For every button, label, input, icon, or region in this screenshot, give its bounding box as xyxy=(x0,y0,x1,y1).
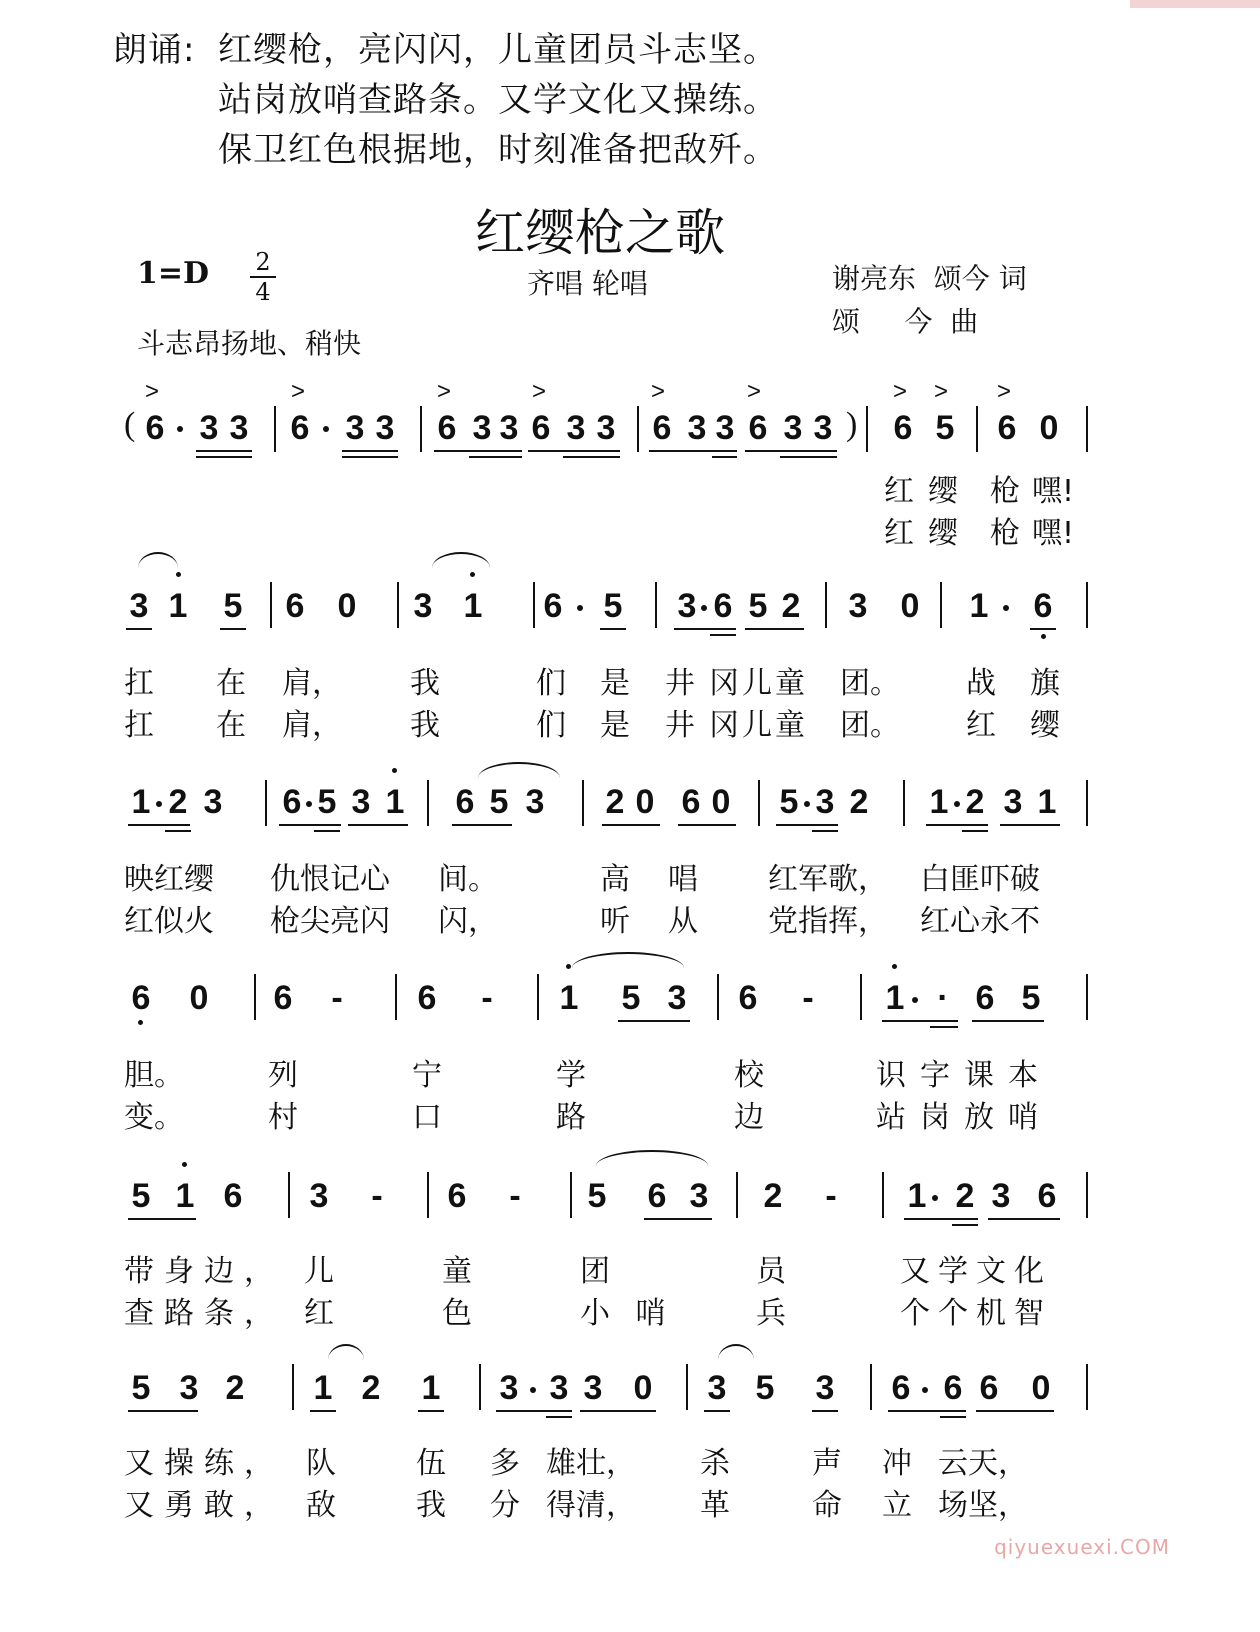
dash: - xyxy=(331,979,343,1017)
note: 6 xyxy=(943,1369,963,1407)
lyric: 童 xyxy=(442,1254,472,1289)
dash: - xyxy=(371,1177,383,1215)
lyric: 又学文化 xyxy=(900,1254,1052,1289)
bar-line xyxy=(1086,974,1088,1020)
top-edge-mark xyxy=(1130,0,1260,8)
note: 2 xyxy=(965,783,985,821)
note: 6 xyxy=(290,409,310,447)
lyric: 扛 xyxy=(124,666,154,701)
augmentation-dot xyxy=(922,1387,928,1393)
note: 6 xyxy=(893,409,913,447)
note: 5 xyxy=(489,783,509,821)
lyric: 红 xyxy=(966,708,996,743)
note: 3 xyxy=(596,409,616,447)
note: 1 xyxy=(929,783,949,821)
song-title: 红缨枪之歌 xyxy=(475,204,725,262)
lyric: 立 xyxy=(882,1488,912,1523)
lyric: 边 xyxy=(734,1100,764,1135)
lyric: 缨 xyxy=(1030,708,1060,743)
accent-icon: > xyxy=(145,378,160,405)
bar-line xyxy=(582,780,584,826)
note: 6 xyxy=(455,783,475,821)
note: 6 xyxy=(652,409,672,447)
lyric: 在 xyxy=(216,708,246,743)
lyric: 场坚， xyxy=(938,1488,1028,1523)
lyric: 色 xyxy=(442,1296,472,1331)
note: 5 xyxy=(779,783,799,821)
note: 1 xyxy=(313,1369,333,1407)
note: 3 xyxy=(707,1369,727,1407)
note-high: 1 xyxy=(385,783,405,821)
note: 3 xyxy=(815,783,835,821)
accent-icon: > xyxy=(651,378,666,405)
note: 2 xyxy=(955,1177,975,1215)
lyric: 红军歌， xyxy=(768,862,888,897)
note: 3 xyxy=(815,1369,835,1407)
lyric: 井 xyxy=(665,708,695,743)
bar-line xyxy=(292,1364,294,1410)
rest: 0 xyxy=(337,587,357,625)
note-high: 1 xyxy=(885,979,905,1017)
note: 5 xyxy=(131,1177,151,1215)
note: 5 xyxy=(131,1369,151,1407)
augmentation-dot xyxy=(323,426,329,432)
lyric: 枪 xyxy=(990,516,1020,551)
note: 3 xyxy=(583,1369,603,1407)
note: 6 xyxy=(223,1177,243,1215)
lyric: 多 xyxy=(490,1446,520,1481)
close-parenthesis: ) xyxy=(846,406,858,443)
lyric: 命 xyxy=(812,1488,842,1523)
open-parenthesis: ( xyxy=(124,406,136,443)
bar-line xyxy=(686,1364,688,1410)
note-high: 1 xyxy=(559,979,579,1017)
performance-style: 齐唱 轮唱 xyxy=(527,267,648,300)
rest: 0 xyxy=(900,587,920,625)
high-octave-dot xyxy=(176,572,181,577)
lyric: 员 xyxy=(756,1254,786,1289)
lyric: 个个机智 xyxy=(900,1296,1052,1331)
lyric: 我 xyxy=(416,1488,446,1523)
accent-icon: > xyxy=(934,378,949,405)
note-low: 6 xyxy=(131,979,151,1017)
accent-icon: > xyxy=(437,378,452,405)
augmentation-dot xyxy=(577,605,583,611)
bar-line xyxy=(882,1172,884,1218)
lyric: 团。 xyxy=(840,708,900,743)
lyric: 杀 xyxy=(700,1446,730,1481)
note: 5 xyxy=(317,783,337,821)
low-octave-dot xyxy=(138,1020,143,1025)
lyric: 们 xyxy=(536,666,566,701)
bar-line xyxy=(1086,1172,1088,1218)
note: 6 xyxy=(647,1177,667,1215)
bar-line xyxy=(397,582,399,628)
high-octave-dot xyxy=(392,768,397,773)
high-octave-dot xyxy=(470,572,475,577)
time-signature-numerator: 2 xyxy=(250,250,276,278)
note: 3 xyxy=(229,409,249,447)
note: 5 xyxy=(587,1177,607,1215)
bar-line xyxy=(758,780,760,826)
note: 6 xyxy=(447,1177,467,1215)
lyric: 红 xyxy=(884,474,914,509)
lyric: 得清， xyxy=(546,1488,636,1523)
lyricist-credit: 谢亮东 颂今 词 xyxy=(832,262,1027,295)
note: 5 xyxy=(755,1369,775,1407)
note: 3 xyxy=(351,783,371,821)
lyric: 嘿! xyxy=(1032,474,1075,509)
slur xyxy=(718,1344,754,1360)
rest: 0 xyxy=(633,1369,653,1407)
lyric: 闪， xyxy=(438,904,498,939)
note: 6 xyxy=(273,979,293,1017)
accent-icon: > xyxy=(997,378,1012,405)
augmentation-dot xyxy=(306,801,312,807)
lyric: 缨 xyxy=(928,516,958,551)
note: 6 xyxy=(975,979,995,1017)
bar-line xyxy=(1086,780,1088,826)
bar-line xyxy=(637,406,639,452)
bar-line xyxy=(265,780,267,826)
recitation-line-2: 站岗放哨查路条。又学文化又操练。 xyxy=(218,80,778,120)
lyric: 仇恨记心 xyxy=(270,862,390,897)
lyric: 伍 xyxy=(416,1446,446,1481)
note: 3 xyxy=(1003,783,1023,821)
lyric: 站岗放哨 xyxy=(876,1100,1052,1135)
note: 3 xyxy=(413,587,433,625)
note: 5 xyxy=(935,409,955,447)
note: 6 xyxy=(437,409,457,447)
bar-line xyxy=(976,406,978,452)
lyric: 红似火 xyxy=(124,904,214,939)
slur xyxy=(478,762,560,778)
note: 2 xyxy=(781,587,801,625)
rest: 0 xyxy=(635,783,655,821)
bar-line xyxy=(533,582,535,628)
lyric: 旗 xyxy=(1030,666,1060,701)
lyric: 白匪吓破 xyxy=(920,862,1040,897)
note: 6 xyxy=(979,1369,999,1407)
note: 1 xyxy=(1037,783,1057,821)
rest: 0 xyxy=(1031,1369,1051,1407)
note: 5 xyxy=(603,587,623,625)
note: 3 xyxy=(472,409,492,447)
bar-line xyxy=(903,780,905,826)
lyric: 队 xyxy=(306,1446,336,1481)
note: 5 xyxy=(223,587,243,625)
bar-line xyxy=(825,582,827,628)
augmentation-dot xyxy=(701,605,707,611)
bar-line xyxy=(270,582,272,628)
lyric: 声 xyxy=(812,1446,842,1481)
bar-line xyxy=(427,1172,429,1218)
note: 2 xyxy=(225,1369,245,1407)
bar-line xyxy=(420,406,422,452)
lyric: 肩， xyxy=(282,666,342,701)
lyric: 查路条， xyxy=(124,1296,284,1331)
lyric: 在 xyxy=(216,666,246,701)
augmentation-dot xyxy=(156,801,162,807)
bar-line xyxy=(254,974,256,1020)
note: 3 xyxy=(345,409,365,447)
lyric: 小 哨 xyxy=(580,1296,674,1331)
rest: 0 xyxy=(189,979,209,1017)
lyric: 映红缨 xyxy=(124,862,214,897)
augmentation-dot xyxy=(932,1195,938,1201)
note-high: 1 xyxy=(168,587,188,625)
lyric: 学 xyxy=(556,1058,586,1093)
lyric: 团。 xyxy=(840,666,900,701)
note: 6 xyxy=(417,979,437,1017)
augmentation-dot xyxy=(530,1387,536,1393)
lyric: 胆。 xyxy=(124,1058,184,1093)
low-octave-dot xyxy=(1041,634,1046,639)
lyric: 雄壮， xyxy=(546,1446,636,1481)
slur xyxy=(328,1344,364,1360)
lyric: 枪尖亮闪 xyxy=(270,904,390,939)
lyric: 冈 xyxy=(709,666,739,701)
accent-icon: > xyxy=(291,378,306,405)
note: 3 xyxy=(525,783,545,821)
lyric: 听 xyxy=(600,904,630,939)
note: 3 xyxy=(687,409,707,447)
lyric: 兵 xyxy=(756,1296,786,1331)
note: 6 xyxy=(282,783,302,821)
lyric: 枪 xyxy=(990,474,1020,509)
lyric: 间。 xyxy=(438,862,498,897)
bar-line xyxy=(1086,582,1088,628)
note: 6 xyxy=(543,587,563,625)
lyric: 又勇敢， xyxy=(124,1488,284,1523)
slur xyxy=(596,1150,708,1166)
lyric: 童 xyxy=(775,708,805,743)
lyric: 路 xyxy=(556,1100,586,1135)
augmentation-dot xyxy=(804,801,810,807)
note: 3 xyxy=(783,409,803,447)
augmentation-dot xyxy=(954,801,960,807)
note: 3 xyxy=(549,1369,569,1407)
note: 3 xyxy=(179,1369,199,1407)
augmentation-dot xyxy=(912,997,918,1003)
note: 6 xyxy=(285,587,305,625)
bar-line xyxy=(274,406,276,452)
high-octave-dot xyxy=(182,1162,187,1167)
lyric: 童 xyxy=(775,666,805,701)
lyric: 云天， xyxy=(938,1446,1028,1481)
bar-line xyxy=(940,582,942,628)
note: 3 xyxy=(566,409,586,447)
lyric: 是 xyxy=(600,708,630,743)
composer-credit: 颂 今 曲 xyxy=(832,305,979,338)
note: 3 xyxy=(689,1177,709,1215)
lyric: 我 xyxy=(410,708,440,743)
bar-line xyxy=(866,406,868,452)
slur xyxy=(138,552,178,568)
dash: - xyxy=(825,1177,837,1215)
note: 6 xyxy=(145,409,165,447)
time-signature-denominator: 4 xyxy=(255,278,271,306)
note: 1 xyxy=(421,1369,441,1407)
key-signature: 1=D xyxy=(137,256,210,291)
bar-line xyxy=(860,974,862,1020)
note: 1 xyxy=(969,587,989,625)
recitation-label: 朗诵: xyxy=(113,30,196,70)
slur xyxy=(432,552,490,568)
note: 3 xyxy=(203,783,223,821)
lyric: 缨 xyxy=(928,474,958,509)
note: · xyxy=(937,979,949,1017)
bar-line xyxy=(1086,1364,1088,1410)
bar-line xyxy=(288,1172,290,1218)
note: 2 xyxy=(361,1369,381,1407)
high-octave-dot xyxy=(566,964,571,969)
rest: 0 xyxy=(711,783,731,821)
watermark: qiyuexuexi.COM xyxy=(994,1535,1170,1559)
bar-line xyxy=(736,1172,738,1218)
note: 5 xyxy=(1021,979,1041,1017)
note-high: 1 xyxy=(463,587,483,625)
tempo-marking: 斗志昂扬地、稍快 xyxy=(137,327,362,360)
note: 2 xyxy=(168,783,188,821)
lyric: 校 xyxy=(734,1058,764,1093)
bar-line xyxy=(395,974,397,1020)
note: 1 xyxy=(131,783,151,821)
slur xyxy=(572,952,684,968)
lyric: 红心永不 xyxy=(920,904,1040,939)
note: 6 xyxy=(681,783,701,821)
lyric: 战 xyxy=(966,666,996,701)
note: 3 xyxy=(715,409,735,447)
lyric: 敌 xyxy=(306,1488,336,1523)
dash: - xyxy=(481,979,493,1017)
note-low: 6 xyxy=(1033,587,1053,625)
note: 3 xyxy=(499,1369,519,1407)
lyric: 冈 xyxy=(709,708,739,743)
augmentation-dot xyxy=(177,426,183,432)
note: 5 xyxy=(748,587,768,625)
lyric: 村 xyxy=(268,1100,298,1135)
note: 3 xyxy=(667,979,687,1017)
lyric: 红 xyxy=(884,516,914,551)
lyric: 儿 xyxy=(742,708,772,743)
note: 1 xyxy=(907,1177,927,1215)
augmentation-dot xyxy=(1003,605,1009,611)
lyric: 是 xyxy=(600,666,630,701)
dash: - xyxy=(802,979,814,1017)
lyric: 我 xyxy=(410,666,440,701)
note: 3 xyxy=(129,587,149,625)
lyric: 肩， xyxy=(282,708,342,743)
lyric: 革 xyxy=(700,1488,730,1523)
lyric: 井 xyxy=(665,666,695,701)
note: 3 xyxy=(499,409,519,447)
note: 3 xyxy=(375,409,395,447)
lyric: 宁 xyxy=(412,1058,442,1093)
lyric: 口 xyxy=(412,1100,442,1135)
lyric: 团 xyxy=(580,1254,610,1289)
bar-line xyxy=(537,974,539,1020)
note: 3 xyxy=(848,587,868,625)
time-signature xyxy=(250,250,276,304)
bar-line xyxy=(870,1364,872,1410)
rest: 0 xyxy=(1039,409,1059,447)
lyric: 高 xyxy=(600,862,630,897)
lyric: 识字课本 xyxy=(876,1058,1052,1093)
note: 6 xyxy=(531,409,551,447)
lyric: 扛 xyxy=(124,708,154,743)
lyric: 儿 xyxy=(304,1254,334,1289)
lyric: 唱 xyxy=(668,862,698,897)
recitation-line-1: 红缨枪，亮闪闪，儿童团员斗志坚。 xyxy=(218,30,778,70)
lyric: 们 xyxy=(536,708,566,743)
dash: - xyxy=(509,1177,521,1215)
note: 6 xyxy=(891,1369,911,1407)
note: 6 xyxy=(1037,1177,1057,1215)
note: 3 xyxy=(677,587,697,625)
bar-line xyxy=(427,780,429,826)
lyric: 嘿! xyxy=(1032,516,1075,551)
note: 3 xyxy=(991,1177,1011,1215)
lyric: 从 xyxy=(668,904,698,939)
lyric: 儿 xyxy=(742,666,772,701)
accent-icon: > xyxy=(893,378,908,405)
note: 5 xyxy=(621,979,641,1017)
bar-line xyxy=(1086,406,1088,452)
lyric: 冲 xyxy=(882,1446,912,1481)
note: 3 xyxy=(309,1177,329,1215)
lyric: 党指挥， xyxy=(768,904,888,939)
note: 2 xyxy=(605,783,625,821)
accent-icon: > xyxy=(747,378,762,405)
bar-line xyxy=(655,582,657,628)
lyric: 又操练， xyxy=(124,1446,284,1481)
note: 2 xyxy=(763,1177,783,1215)
lyric: 带身边， xyxy=(124,1254,284,1289)
lyric: 变。 xyxy=(124,1100,184,1135)
note: 6 xyxy=(997,409,1017,447)
high-octave-dot xyxy=(892,964,897,969)
note: 3 xyxy=(199,409,219,447)
lyric: 红 xyxy=(304,1296,334,1331)
bar-line xyxy=(479,1364,481,1410)
note: 3 xyxy=(813,409,833,447)
note: 6 xyxy=(748,409,768,447)
recitation-line-3: 保卫红色根据地，时刻准备把敌歼。 xyxy=(218,130,778,170)
bar-line xyxy=(570,1172,572,1218)
note-high: 1 xyxy=(175,1177,195,1215)
note: 6 xyxy=(713,587,733,625)
lyric: 分 xyxy=(490,1488,520,1523)
note: 6 xyxy=(738,979,758,1017)
accent-icon: > xyxy=(532,378,547,405)
note: 2 xyxy=(849,783,869,821)
lyric: 列 xyxy=(268,1058,298,1093)
bar-line xyxy=(717,974,719,1020)
